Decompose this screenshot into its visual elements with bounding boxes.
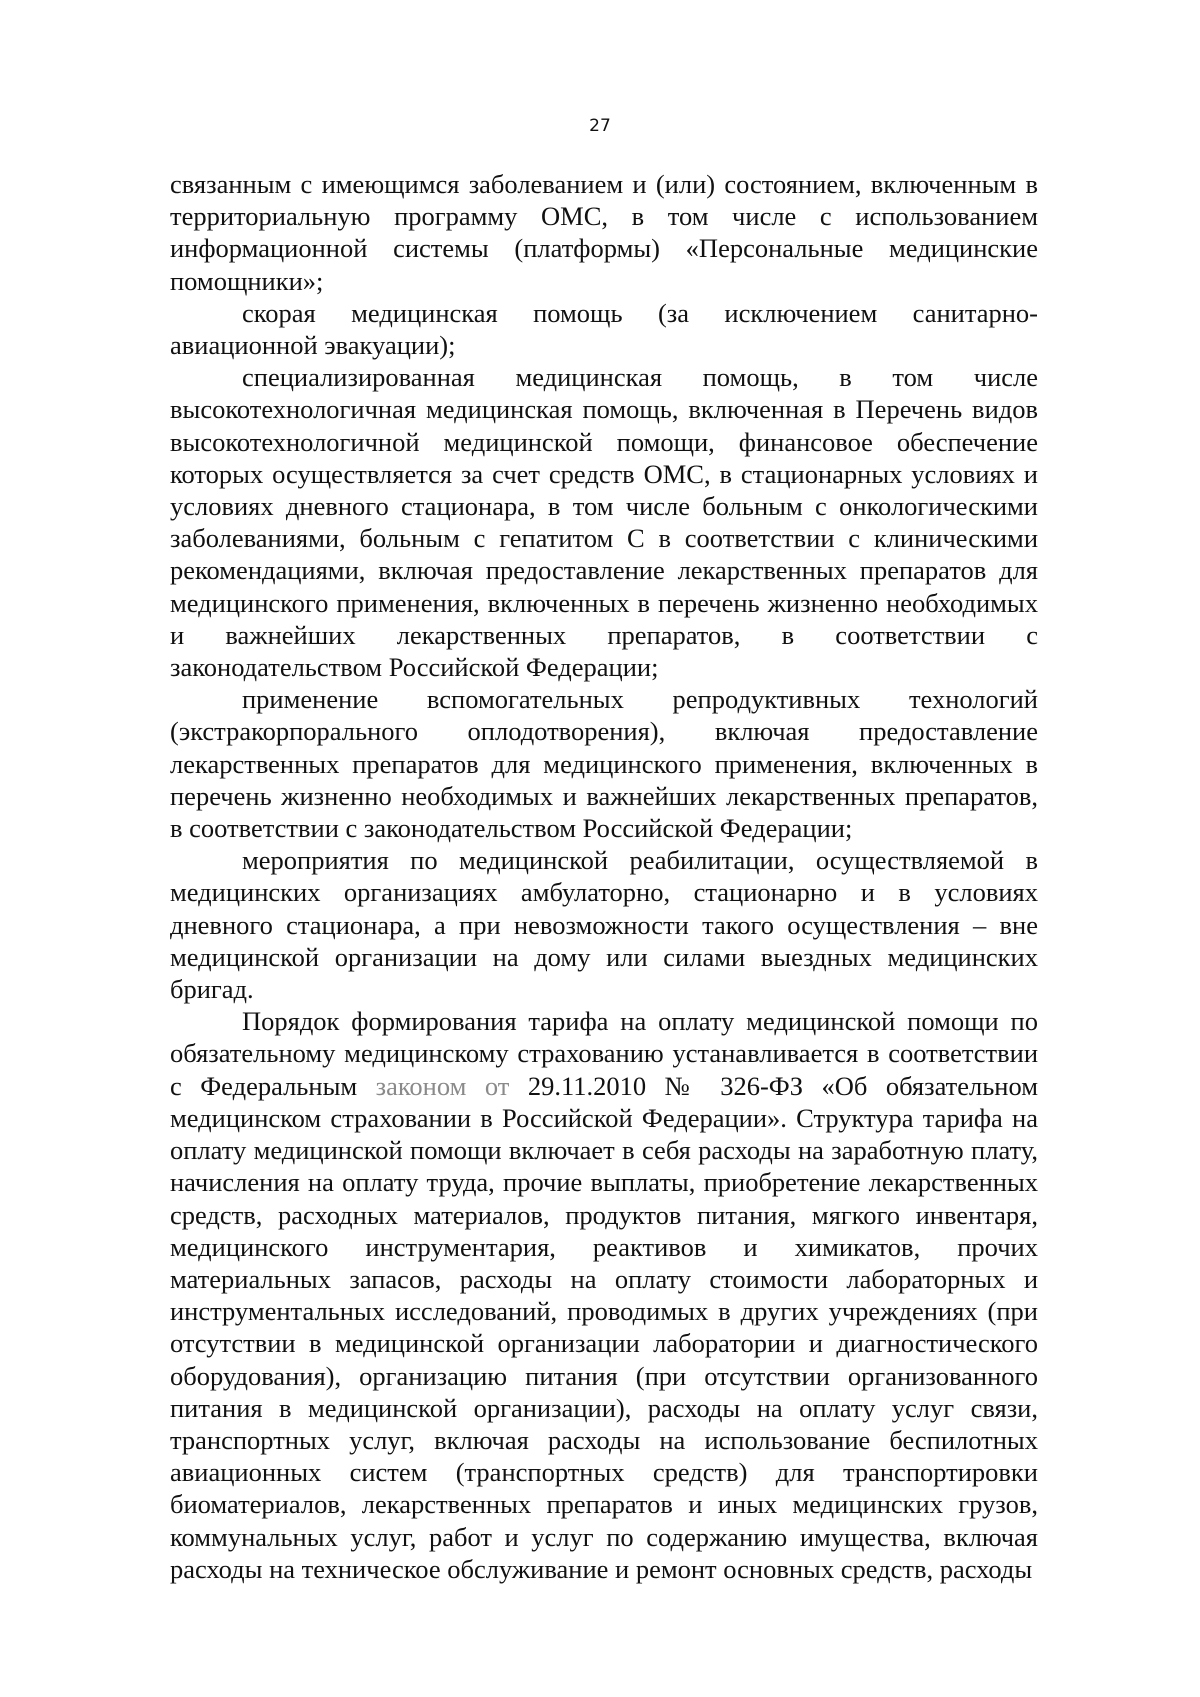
paragraph-emergency-care: скорая медицинская помощь (за исключением санитарно-авиационной эвакуации); xyxy=(170,297,1038,361)
page-number: 27 xyxy=(589,116,611,136)
document-body xyxy=(170,168,1038,1585)
paragraph-rehabilitation: мероприятия по медицинской реабилитации, осуществляемой в медицинских организациях амбулаторно, стационарно и в условиях дневного стационара, а при невозможности такого осуществления – вне медицинской организации на дому или силами выездных медицинских бригад. xyxy=(170,845,1038,1005)
paragraph-specialized-care: специализированная медицинская помощь, в том числе высокотехнологичная медицинская помощь, включенная в Перечень видов высокотехнологичной медицинской помощи, финансовое обеспечение которых осуществляется за счет средств ОМС, в стационарных условиях и условиях дневного стационара, в том числе больным с онкологическими заболеваниями, больным с гепатитом С в соответствии с клиническими рекомендациями, включая предоставление лекарственных препаратов для медицинского применения, включенных в перечень жизненно необходимых и важнейших лекарственных препаратов, в соответствии с законодательством Российской Федерации; xyxy=(170,362,1038,683)
paragraph-tariff-formation xyxy=(170,1005,1038,1585)
law-reference-link[interactable]: законом от xyxy=(375,1070,510,1101)
paragraph-reproductive-technologies: применение вспомогательных репродуктивных технологий (экстракорпорального оплодотворения), включая предоставление лекарственных препаратов для медицинского применения, включенных в перечень жизненно необходимых и важнейших лекарственных препаратов, в соответствии с законодательством Российской Федерации; xyxy=(170,684,1038,844)
paragraph-continuation: связанным с имеющимся заболеванием и (или) состоянием, включенным в территориальную программу ОМС, в том числе с использованием информационной системы (платформы) «Персональные медицинские помощники»; xyxy=(170,169,1038,296)
tariff-text-before-link: Порядок формирования тарифа на оплату медицинской помощи по обязательному медицинскому страхованию устанавливается в соответствии с Федеральным xyxy=(170,1006,1038,1101)
tariff-text-after-link: 29.11.2010 № 326-ФЗ «Об обязательном медицинском страховании в Российской Федерации». Структура тарифа на оплату медицинской помощи включает в себя расходы на заработную плату, начисления на оплату труда, прочие выплаты, приобретение лекарственных средств, расходных материалов, продуктов питания, мягкого инвентаря, медицинского инструментария, реактивов и химикатов, прочих материальных запасов, расходы на оплату стоимости лабораторных и инструментальных исследований, проводимых в других учреждениях (при отсутствии в медицинской организации лаборатории и диагностического оборудования), организацию питания (при отсутствии организованного питания в медицинской организации), расходы на оплату услуг связи, транспортных услуг, включая расходы на использование беспилотных авиационных систем (транспортных средств) для транспортировки биоматериалов, лекарственных препаратов и иных медицинских грузов, коммунальных услуг, работ и услуг по содержанию имущества, включая расходы на техническое обслуживание и ремонт основных средств, расходы xyxy=(170,1070,1039,1584)
